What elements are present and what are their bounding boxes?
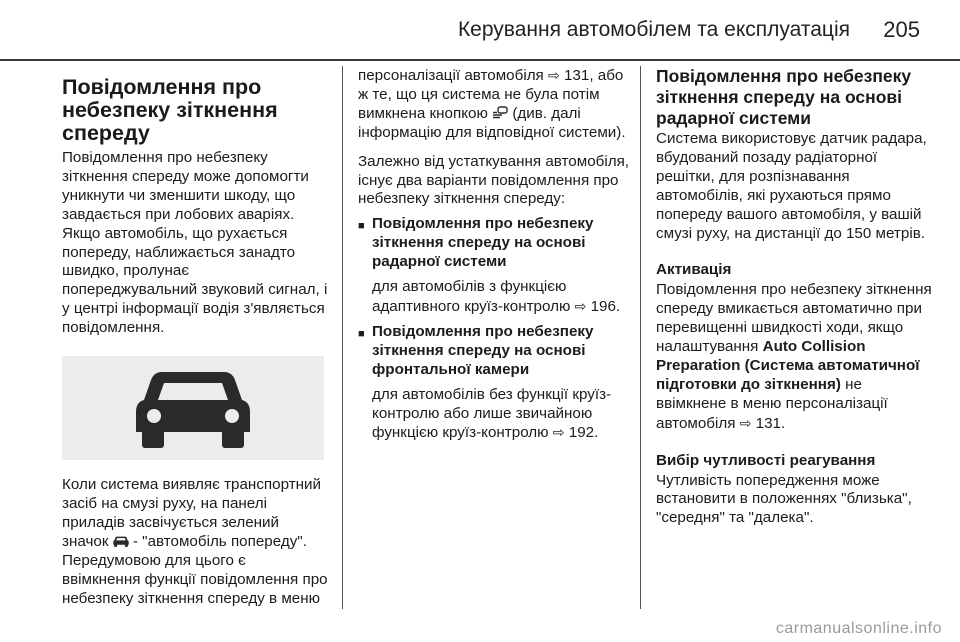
bullet-text: для автомобілів з функцією адаптивного круїз-контролю ⇨ 196. <box>372 278 621 315</box>
page-header <box>0 0 960 58</box>
page-reference: 131 <box>755 414 781 432</box>
bullet-title: Повідомлення про небезпеку зіткнення спереду на основі радарної системи <box>372 215 594 271</box>
column-1 <box>62 66 328 608</box>
column-divider-1 <box>342 66 343 609</box>
page-reference: 192 <box>568 424 595 442</box>
page-number: 205 <box>883 17 920 42</box>
setting-name: Auto Collision Preparation (Система автоматичної підготовки до зіткнення) <box>656 338 920 393</box>
page-reference: 196 <box>590 297 616 315</box>
watermark: carmanualsonline.info <box>775 620 942 637</box>
page-reference-icon: ⇨ <box>548 67 560 83</box>
page-reference-icon: ⇨ <box>574 297 587 314</box>
page-reference-icon: ⇨ <box>552 424 565 441</box>
page-reference-icon: ⇨ <box>739 414 752 431</box>
fcw-intro-paragraph: Повідомлення про небезпеку зіткнення спереду може допомогти уникнути чи зменшити шкоду, що завдається при лобових аваріях. Якщо автомобіль, що рухається попереду, наближається занадто швидко, пролунає попереджувальний звуковий сигнал, і у центрі інформації водія з'являється повідомлення. <box>62 149 328 337</box>
activation-heading: Активація <box>656 261 732 279</box>
bullet-icon: ■ <box>358 220 365 233</box>
header-title: Керування автомобілем та експлуатація <box>457 18 850 41</box>
car-ahead-indicator-image <box>62 356 324 460</box>
list-item <box>358 323 630 443</box>
column-3 <box>656 66 936 528</box>
variants-paragraph: Залежно від устаткування автомобіля, існує два варіанти повідомлення про небезпеку зіткнення спереду: <box>358 152 630 208</box>
sensitivity-heading: Вибір чутливості реагування <box>656 451 876 469</box>
radar-description-paragraph: Система використовує датчик радара, вбудований позаду радіаторної решітки, для розпізнавання автомобілів, які рухаються прямо попереду вашого автомобіля, у вашій смузі руху, на дистанції до 150 метрів. <box>656 130 927 242</box>
header-divider <box>0 59 960 61</box>
car-ahead-small-icon <box>113 535 129 548</box>
section-heading-radar: Повідомлення про небезпеку зіткнення спереду на основі радарної системи <box>656 66 912 128</box>
car-ahead-indicator-paragraph: Коли система виявляє транспортний засіб на смузі руху, на панелі приладів засвічується зелений значок - "автомобіль попереду". Передумовою для цього є ввімкнення функції повідомлення про небезпеку зіткнення спереду в меню <box>62 476 328 607</box>
column-divider-2 <box>640 66 641 609</box>
activation-paragraph: Повідомлення про небезпеку зіткнення спереду вмикається автоматично при перевищенні швидкості ходи, якщо налаштування Auto Collision Preparation (Система автоматичної підготовки до зіткнення) не ввімкнене в меню персоналізації автомобіля ⇨ 131. <box>656 281 932 432</box>
personalization-paragraph: персоналізації автомобіля ⇨ 131, або ж те, що ця система не була потім вимкнена кнопкою (див. далі інформацію для відповідної системи). <box>358 67 626 141</box>
bullet-text: для автомобілів без функції круїз-контролю або лише звичайною функцією круїз-контролю ⇨ 192. <box>372 385 612 442</box>
car-ahead-icon <box>134 366 252 450</box>
column-2 <box>358 66 630 443</box>
page-reference: 131 <box>563 67 590 84</box>
bullet-title: Повідомлення про небезпеку зіткнення спереду на основі фронтальної камери <box>372 322 594 378</box>
list-item <box>358 215 630 317</box>
bullet-icon: ■ <box>358 327 365 340</box>
following-distance-button-icon <box>492 106 508 120</box>
section-heading-fcw: Повідомлення про небезпеку зіткнення спереду <box>62 75 278 145</box>
sensitivity-paragraph: Чутливість попередження може встановити в положеннях "близька", "середня" та "далека". <box>656 471 912 527</box>
